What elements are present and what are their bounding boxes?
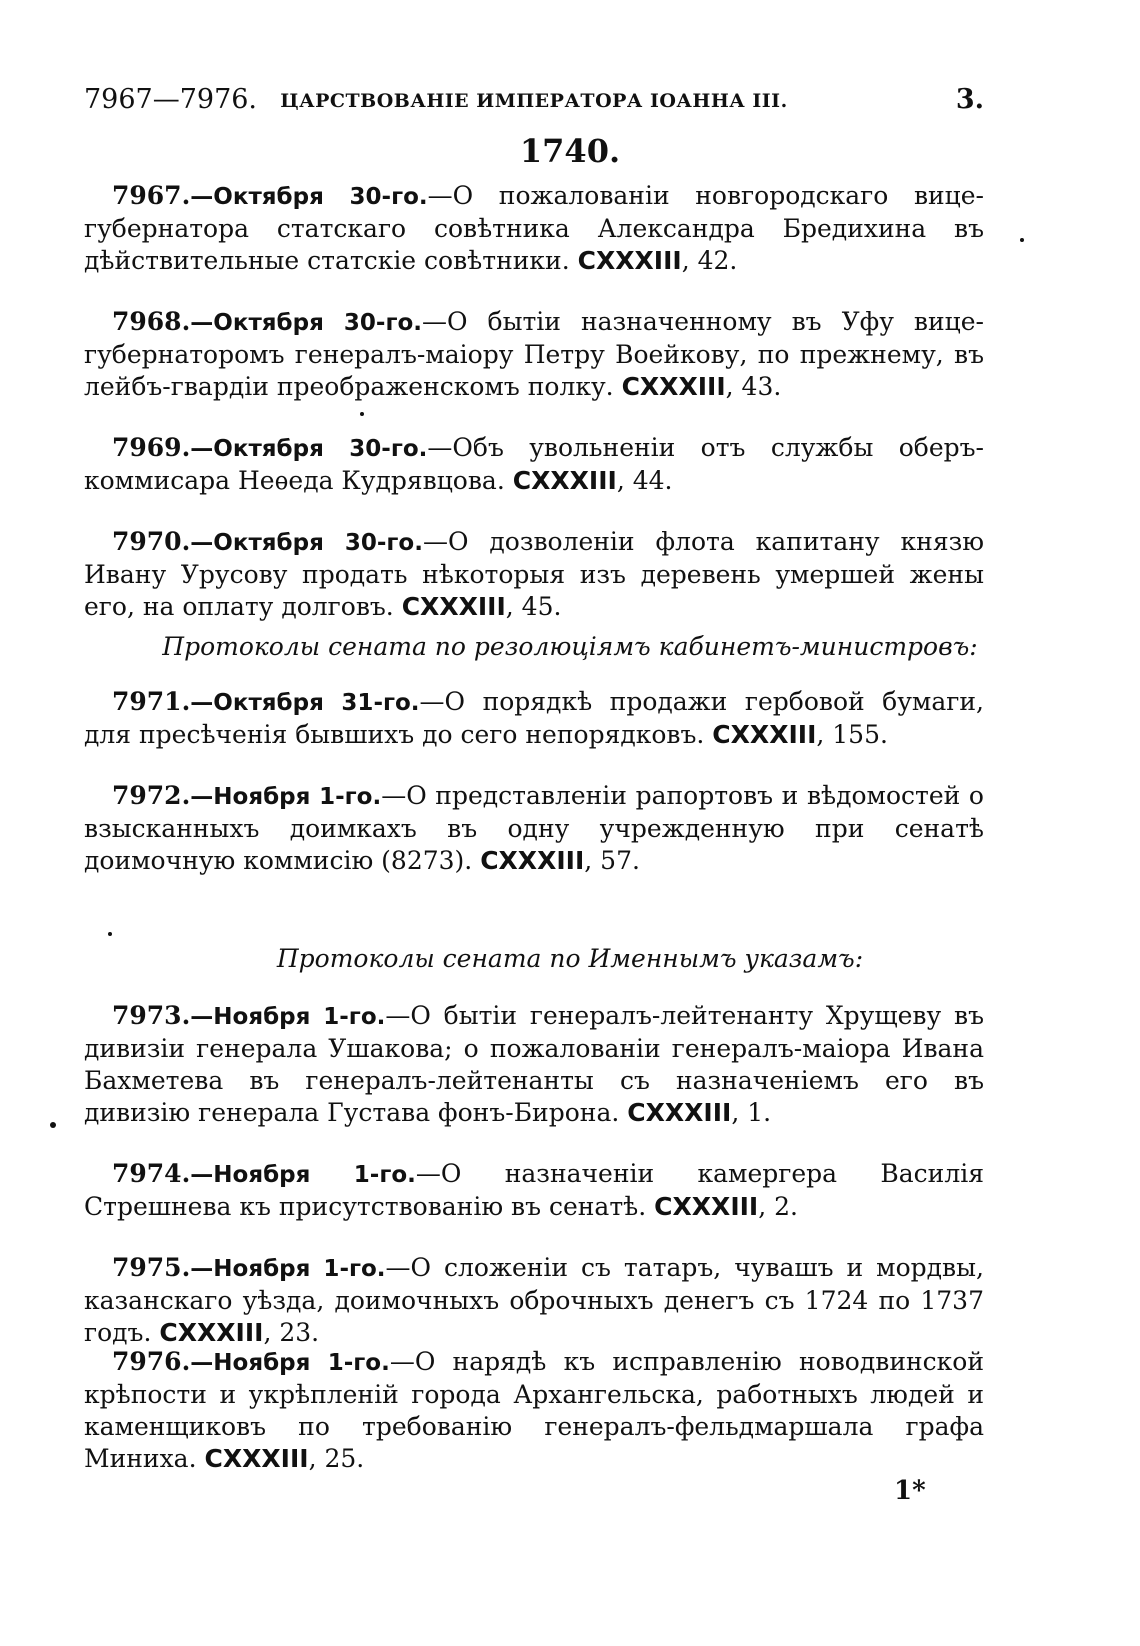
entry-date: —Ноября 1-го. [190, 784, 382, 810]
entry-ref-page: , 43. [725, 372, 782, 401]
entry-date: —Октября 31-го. [190, 690, 420, 716]
entry-7971 [84, 686, 984, 751]
entry-date: —Октября 30-го. [190, 436, 428, 462]
entry-number: 7974. [112, 1159, 191, 1188]
print-speck [1020, 238, 1024, 242]
entry-7970 [84, 526, 984, 623]
entry-reference: CXXXIII [621, 372, 726, 401]
print-speck [360, 412, 364, 416]
entry-7967 [84, 180, 984, 277]
entry-reference: CXXXIII [401, 592, 506, 621]
entry-reference: CXXXIII [480, 846, 585, 875]
entry-text: —О бытіи генералъ-лейтенанту Хрущеву въ дивизіи генерала Ушакова; о пожалованіи генералъ-маіора Ивана Бахметева въ генералъ-лейтенанты съ назначеніемъ его въ дивизію генерала Густава фонъ-Бирона. [84, 1001, 984, 1127]
entry-text: —О дозволеніи флота капитану князю Ивану Урусову продать нѣкоторыя изъ деревень умершей жены его, на оплату долговъ. [84, 527, 984, 621]
entry-date: —Ноября 1-го. [190, 1256, 386, 1282]
entry-text: —Объ увольненіи отъ службы оберъ-коммисара Неѳеда Кудрявцова. [84, 433, 984, 495]
entry-text: —О представленіи рапортовъ и вѣдомостей о взысканныхъ доимкахъ въ одну учрежденную при сенатѣ доимочную коммисію (8273). [84, 781, 984, 875]
entry-7976 [84, 1346, 984, 1475]
print-speck [108, 932, 112, 936]
entry-text: —О пожалованіи новгородскаго вице-губернатора статскаго совѣтника Александра Бредихина въ дѣйствительные статскіе совѣтники. [84, 181, 985, 275]
entry-number: 7975. [112, 1253, 191, 1282]
entry-ref-page: , 1. [731, 1098, 772, 1127]
entry-number: 7976. [112, 1347, 191, 1376]
running-head [84, 84, 984, 120]
page-number: 3. [955, 84, 984, 115]
section-heading-cabinet: Протоколы сената по резолюціямъ кабинетъ-министровъ: [162, 632, 978, 661]
entry-number: 7972. [112, 781, 191, 810]
entry-7969 [84, 432, 984, 497]
entry-reference: CXXXIII [654, 1192, 759, 1221]
entry-number: 7971. [112, 687, 191, 716]
entry-text: —О порядкѣ продажи гербовой бумаги, для пресѣченія бывшихъ до сего непорядковъ. [84, 687, 984, 749]
entry-ref-page: , 155. [816, 720, 888, 749]
entry-7974 [84, 1158, 984, 1223]
entry-ref-page: , 42. [681, 246, 738, 275]
print-speck [50, 1122, 56, 1128]
entry-range: 7967—7976. [84, 84, 258, 115]
entry-text: —О бытіи назначенному въ Уфу вице-губернаторомъ генералъ-маіору Петру Воейкову, по прежнему, въ лейбъ-гвардіи преображенскомъ полку. [84, 307, 984, 401]
entry-text: —О нарядѣ къ исправленію новодвинской крѣпости и укрѣпленій города Архангельска, работныхъ людей и каменщиковъ по требованію генералъ-фельдмаршала графа Миниха. [84, 1347, 984, 1473]
entry-7975 [84, 1252, 984, 1349]
entry-number: 7970. [112, 527, 191, 556]
year-heading: 1740. [519, 132, 621, 170]
entry-ref-page: , 44. [616, 466, 673, 495]
entry-ref-page: , 2. [758, 1192, 798, 1221]
entry-reference: CXXXIII [577, 246, 682, 275]
entry-ref-page: , 23. [263, 1318, 320, 1347]
entry-text: —О сложеніи съ татаръ, чувашъ и мордвы, казанскаго уѣзда, доимочныхъ оброчныхъ денегъ съ 1724 по 1737 годъ. [84, 1253, 984, 1347]
entry-7973 [84, 1000, 984, 1129]
running-title: ЦАРСТВОВАНІЕ ИМПЕРАТОРА ІОАННА III. [280, 90, 788, 112]
entry-reference: CXXXIII [512, 466, 617, 495]
entry-reference: CXXXIII [204, 1444, 309, 1473]
entry-ref-page: , 45. [505, 592, 562, 621]
entry-date: —Октября 30-го. [190, 184, 428, 210]
entry-number: 7969. [112, 433, 191, 462]
entry-ref-page: , 57. [584, 846, 640, 875]
entry-number: 7967. [112, 181, 191, 210]
entry-date: —Ноября 1-го. [190, 1350, 390, 1376]
entry-ref-page: , 25. [308, 1444, 365, 1473]
entry-date: —Ноября 1-го. [190, 1004, 386, 1030]
entry-reference: CXXXIII [159, 1318, 264, 1347]
entry-7968 [84, 306, 984, 403]
entry-7972 [84, 780, 984, 877]
entry-number: 7973. [112, 1001, 191, 1030]
entry-date: —Октября 30-го. [190, 310, 423, 336]
entry-text: —О назначеніи камергера Василія Стрешнева къ присутствованію въ сенатѣ. [84, 1159, 984, 1221]
section-heading-imennym: Протоколы сената по Именнымъ указамъ: [276, 944, 864, 973]
entry-date: —Ноября 1-го. [190, 1162, 416, 1188]
entry-reference: CXXXIII [712, 720, 817, 749]
entry-date: —Октября 30-го. [190, 530, 423, 556]
entry-number: 7968. [112, 307, 191, 336]
signature-mark: 1* [894, 1476, 926, 1506]
entry-reference: CXXXIII [627, 1098, 732, 1127]
